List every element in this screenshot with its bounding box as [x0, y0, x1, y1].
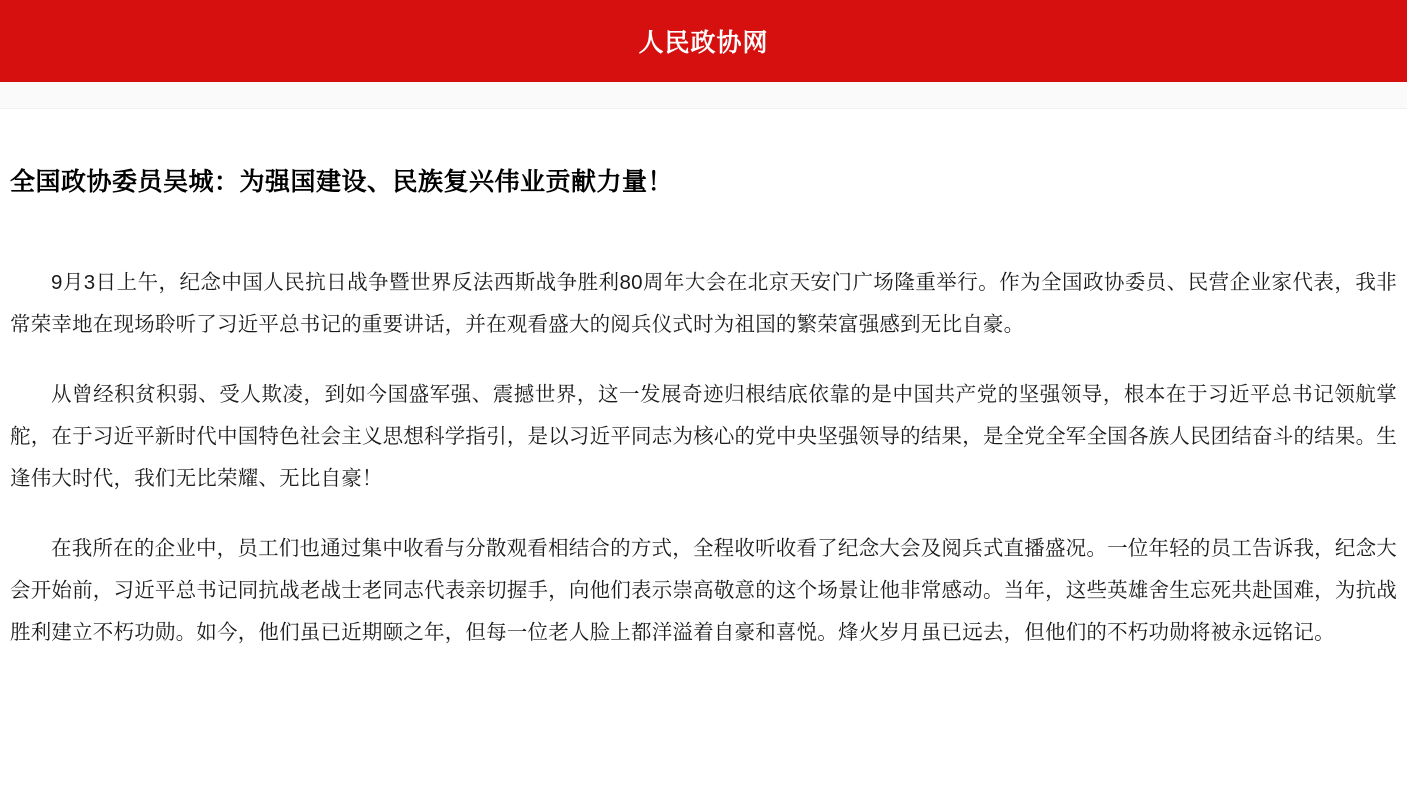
article-paragraph: 从曾经积贫积弱、受人欺凌，到如今国盛军强、震撼世界，这一发展奇迹归根结底依靠的是中国共产党的坚强领导，根本在于习近平总书记领航掌舵，在于习近平新时代中国特色社会主义思想科学指引，是以习近平同志为核心的党中央坚强领导的结果，是全党全军全国各族人民团结奋斗的结果。生逢伟大时代，我们无比荣耀、无比自豪！	[10, 383, 1397, 490]
article-paragraph: 9月3日上午，纪念中国人民抗日战争暨世界反法西斯战争胜利80周年大会在北京天安门广场隆重举行。作为全国政协委员、民营企业家代表，我非常荣幸地在现场聆听了习近平总书记的重要讲话，并在观看盛大的阅兵仪式时为祖国的繁荣富强感到无比自豪。	[10, 271, 1397, 336]
article-paragraph: 在我所在的企业中，员工们也通过集中收看与分散观看相结合的方式，全程收听收看了纪念大会及阅兵式直播盛况。一位年轻的员工告诉我，纪念大会开始前，习近平总书记同抗战老战士老同志代表亲切握手，向他们表示崇高敬意的这个场景让他非常感动。当年，这些英雄舍生忘死共赴国难，为抗战胜利建立不朽功勋。如今，他们虽已近期颐之年，但每一位老人脸上都洋溢着自豪和喜悦。烽火岁月虽已远去，但他们的不朽功勋将被永远铭记。	[10, 537, 1397, 644]
article-body	[10, 262, 1397, 654]
site-header	[0, 0, 1407, 82]
header-divider	[0, 82, 1407, 109]
article-container	[0, 165, 1407, 694]
page-title: 全国政协委员吴城：为强国建设、民族复兴伟业贡献力量！	[10, 168, 674, 196]
site-brand-title: 人民政协网	[638, 29, 769, 57]
